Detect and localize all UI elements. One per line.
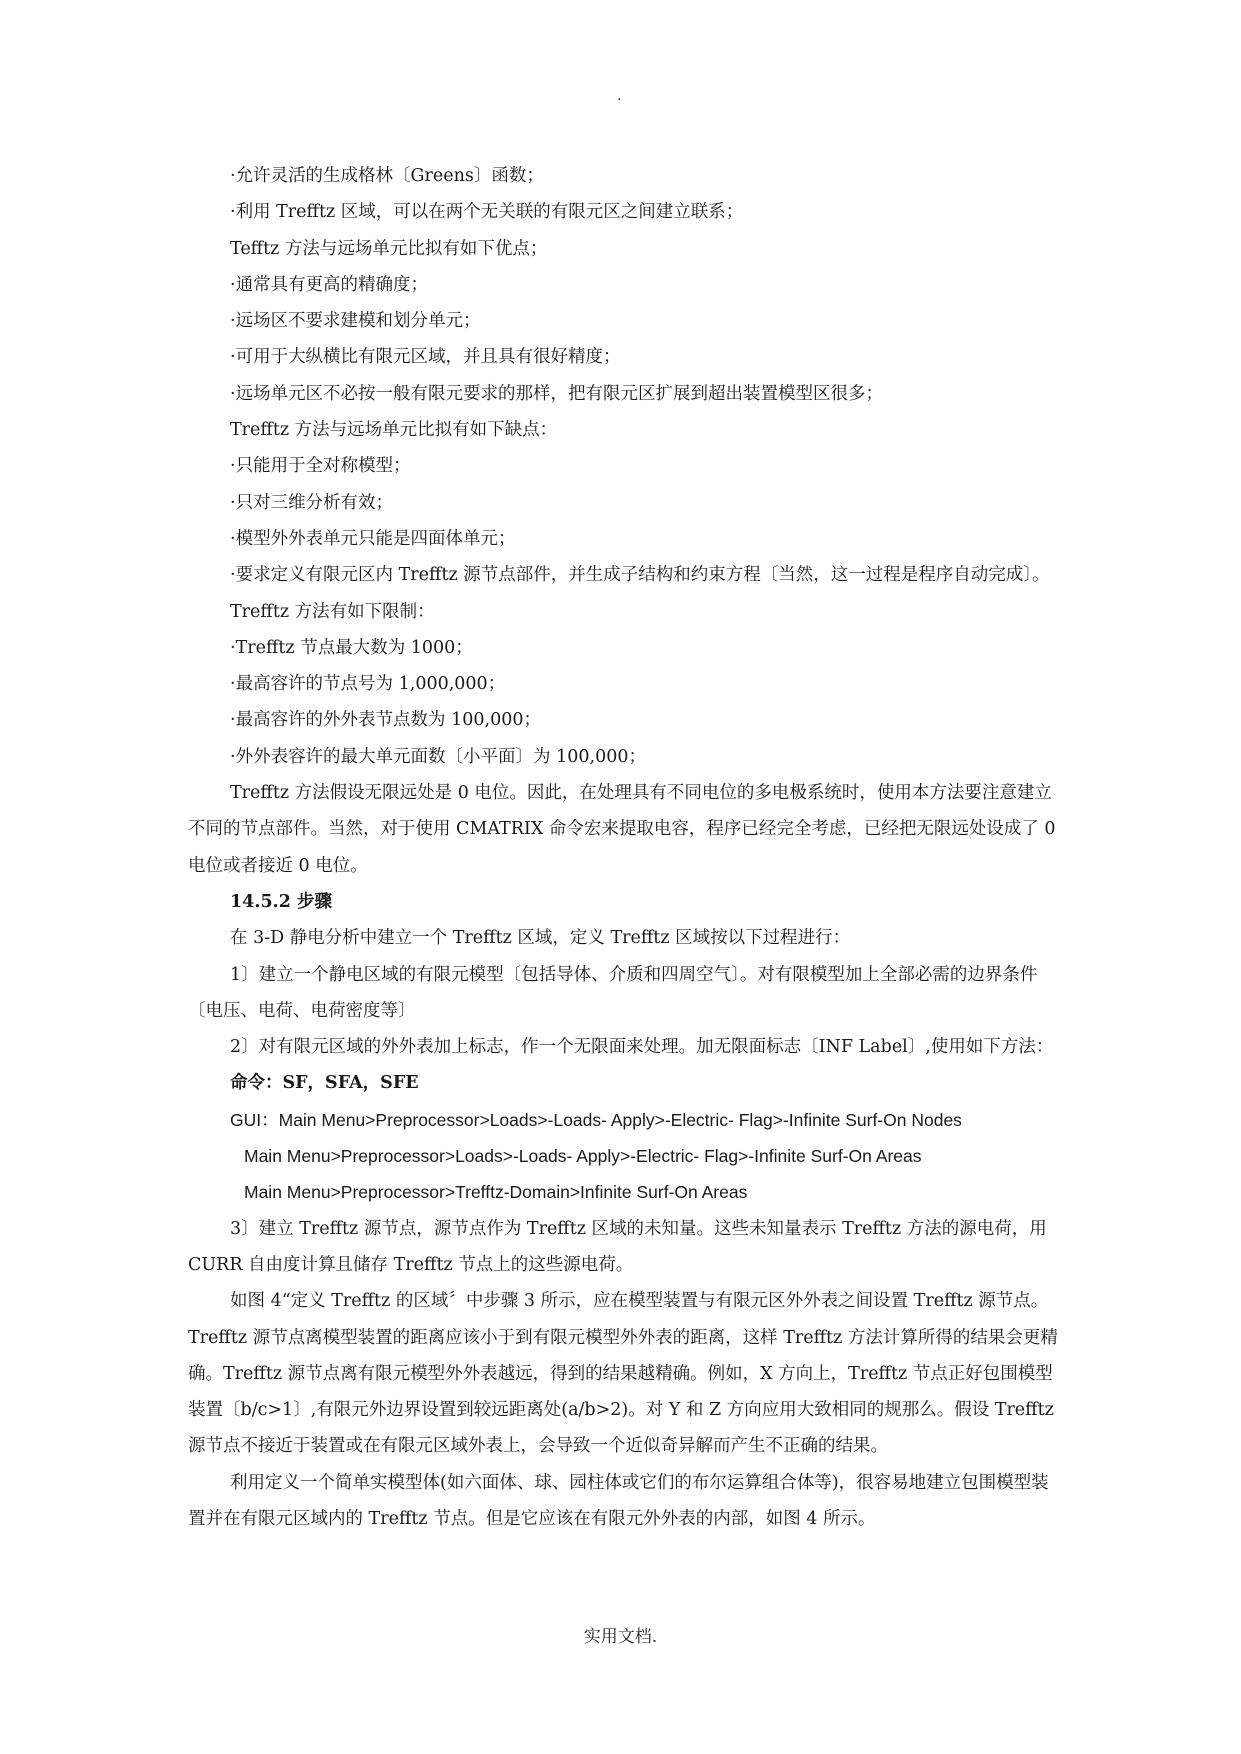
bullet-line: ·利用 Trefftz 区域，可以在两个无关联的有限元区之间建立联系； xyxy=(230,202,744,223)
bullet-line: ·允许灵活的生成格林〔Greens〕函数； xyxy=(230,166,544,186)
section-heading: 14.5.2 步骤 xyxy=(230,891,332,912)
bullet-line: ·Trefftz 节点最大数为 1000； xyxy=(230,637,473,658)
bullet-line: ·要求定义有限元区内 Trefftz 源节点部件，并生成子结构和约束方程〔当然，这一过程是程序自动完成〕。 xyxy=(230,565,1050,586)
gui-path: GUI：Main Menu>Preprocessor>Loads>-Loads- Apply>-Electric- Flag>-Infinite Surf-On Nodes xyxy=(230,1109,962,1130)
gui-path: Main Menu>Preprocessor>Loads>-Loads- Apply>-Electric- Flag>-Infinite Surf-On Areas xyxy=(244,1146,922,1167)
bullet-line: ·远场区不要求建模和划分单元； xyxy=(230,311,481,332)
bullet-line: ·只能用于全对称模型； xyxy=(230,456,411,477)
paragraph: Trefftz 方法假设无限远处是 0 电位。因此，在处理具有不同电位的多电极系统时，使用本方法要注意建立不同的节点部件。当然，对于使用 CMATRIX 命令宏来提取电容，程序已经完全考虑，已经把无限远处设成了 0 电位或者接近 0 电位。 xyxy=(188,783,1056,876)
bullet-line: ·外外表容许的最大单元面数〔小平面〕为 100,000； xyxy=(230,746,646,767)
section-intro: Trefftz 方法与远场单元比拟有如下缺点： xyxy=(230,420,558,441)
paragraph: 利用定义一个简单实模型体(如六面体、球、园柱体或它们的布尔运算组合体等)，很容易地建立包围模型装置并在有限元区域内的 Trefftz 节点。但是它应该在有限元外外表的内部，如图 4 所示。 xyxy=(188,1472,1049,1529)
bullet-line: ·最高容许的外外表节点数为 100,000； xyxy=(230,710,541,731)
step-item: 1〕建立一个静电区域的有限元模型〔包括导体、介质和四周空气〕。对有限模型加上全部必需的边界条件〔电压、电荷、电荷密度等〕 xyxy=(188,964,1038,1021)
paragraph: 在 3-D 静电分析中建立一个 Trefftz 区域，定义 Trefftz 区域按以下过程进行： xyxy=(230,928,851,949)
command-line: 命令：SF，SFA，SFE xyxy=(230,1073,419,1094)
page-footer: 实用文档. xyxy=(583,1627,658,1647)
section-intro: Trefftz 方法有如下限制： xyxy=(230,601,435,622)
section-intro: Tefftz 方法与远场单元比拟有如下优点； xyxy=(230,238,548,259)
bullet-line: ·可用于大纵横比有限元区域，并且具有很好精度； xyxy=(230,347,621,368)
bullet-line: ·通常具有更高的精确度； xyxy=(230,274,429,295)
step-item: 3〕建立 Trefftz 源节点，源节点作为 Trefftz 区域的未知量。这些未知量表示 Trefftz 方法的源电荷，用 CURR 自由度计算且储存 Trefftz 节点上的这些源电荷。 xyxy=(188,1218,1047,1275)
header-mark: . xyxy=(617,88,622,104)
body-text xyxy=(188,158,1060,1537)
step-item: 2〕对有限元区域的外外表加上标志，作一个无限面来处理。加无限面标志〔INF Label〕,使用如下方法： xyxy=(230,1037,1054,1058)
gui-path: Main Menu>Preprocessor>Trefftz-Domain>Infinite Surf-On Areas xyxy=(244,1182,748,1203)
bullet-line: ·远场单元区不必按一般有限元要求的那样，把有限元区扩展到超出装置模型区很多； xyxy=(230,383,884,404)
paragraph: 如图 4“定义 Trefftz 的区域〞中步骤 3 所示，应在模型装置与有限元区外外表之间设置 Trefftz 源节点。Trefftz 源节点离模型装置的距离应该小于到有限元模型外外表的距离，这样 Trefftz 方法计算所得的结果会更精确。Trefftz 源节点离有限元模型外外表越远，得到的结果越精确。例如，X 方向上，Trefftz 节点正好包围模型装置〔b/c>1〕,有限元外边界设置到较远距离处(a/b>2)。对 Y 和 Z 方向应用大致相同的规那么。假设 Trefftz 源节点不接近于装置或在有限元区域外表上，会导致一个近似奇异解而产生不正确的结果。 xyxy=(188,1291,1058,1457)
bullet-line: ·最高容许的节点号为 1,000,000； xyxy=(230,674,506,695)
bullet-line: ·只对三维分析有效； xyxy=(230,492,394,513)
bullet-line: ·模型外外表单元只能是四面体单元； xyxy=(230,528,516,549)
